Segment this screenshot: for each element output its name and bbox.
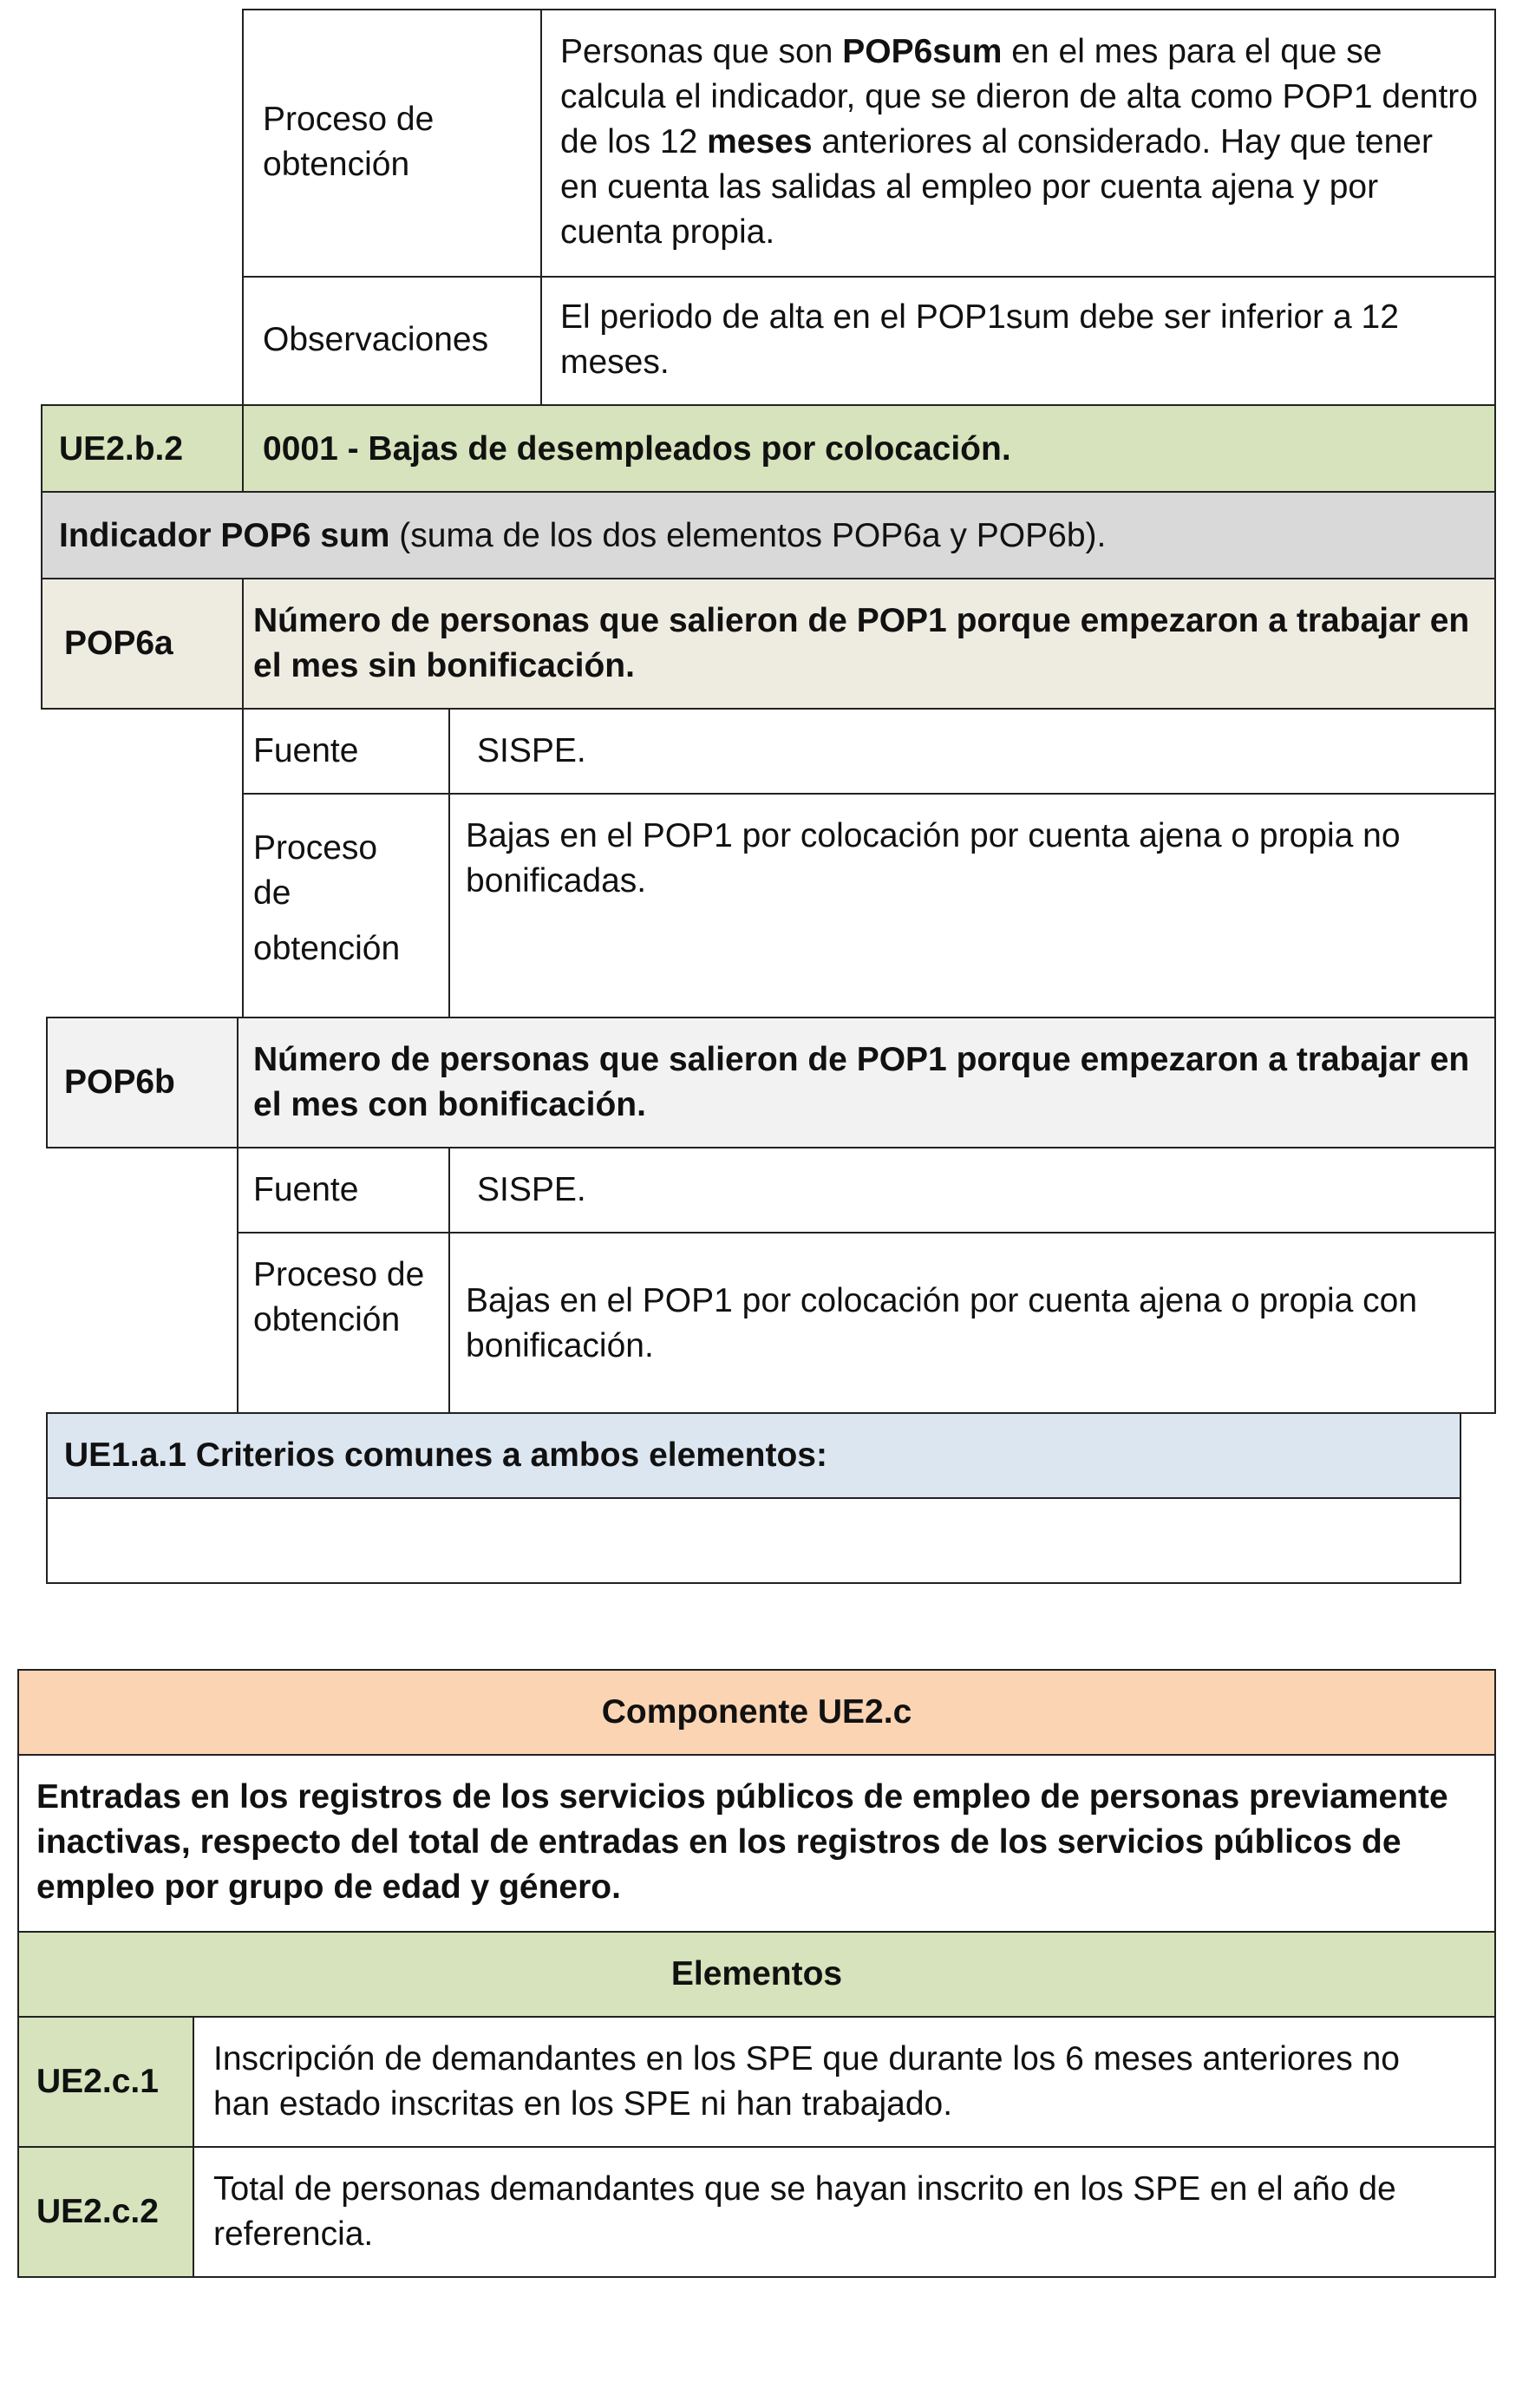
pop6a-fuente-value-cell [448,708,1496,795]
ue2c-row2-text: Total de personas demandantes que se hayan inscrito en los SPE en el año de referencia. [213,2170,1396,2253]
pop6b-title: Número de personas que salieron de POP1 porque empezaron a trabajar en el mes con bonificación. [253,1041,1470,1123]
pop6b-fuente-value: SISPE. [477,1171,586,1208]
pop6a-fuente-label: Fuente [253,732,359,769]
top-obs-value: El periodo de alta en el POP1sum debe ser inferior a 12 meses. [560,298,1399,381]
pop6a-proceso-value: Bajas en el POP1 por colocación por cuenta ajena o propia no bonificadas. [466,817,1401,900]
pop6b-code: POP6b [64,1063,175,1101]
ue1a1-body-cell [46,1497,1461,1584]
top-proceso-value: Personas que son POP6sum en el mes para el que se calcula el indicador, que se dieron de alta como POP1 dentro de los 12 meses anteriores al considerado. Hay que tener en cuenta las salidas al empleo por cuenta ajena y por cuenta propia. [560,33,1478,251]
pop6b-fuente-value-cell [448,1147,1496,1233]
pop6a-proceso-label-2: de [253,874,291,912]
ue2c-row2-code: UE2.c.2 [36,2193,159,2230]
pop6a-code: POP6a [64,625,173,662]
top-proceso-label: Proceso de obtención [263,101,435,183]
pop6a-fuente-value: SISPE. [477,732,586,769]
ue2c-header: Componente UE2.c [601,1693,912,1731]
ue2b2-code: UE2.b.2 [59,430,184,468]
ue2c-row1-code: UE2.c.1 [36,2063,159,2100]
pop6a-proceso-label-3: obtención [253,930,401,967]
pop6b-fuente-label: Fuente [253,1171,359,1208]
ue1a1-title: UE1.a.1 Criterios comunes a ambos elementos: [64,1436,827,1474]
indicator-text: Indicador POP6 sum (suma de los dos elementos POP6a y POP6b). [59,517,1107,554]
pop6b-proceso-value: Bajas en el POP1 por colocación por cuenta ajena o propia con bonificación. [466,1282,1418,1364]
ue2c-elementos-label: Elementos [670,1955,843,1992]
ue2c-row1-text: Inscripción de demandantes en los SPE que durante los 6 meses anteriores no han estado inscritas en los SPE ni han trabajado. [213,2040,1400,2123]
pop6a-proceso-label-1: Proceso [253,829,378,867]
ue2b2-title: 0001 - Bajas de desempleados por colocación. [263,430,1011,468]
pop6a-title: Número de personas que salieron de POP1 porque empezaron a trabajar en el mes sin bonificación. [253,602,1470,684]
pop6b-proceso-label: Proceso de obtención [253,1256,425,1338]
top-obs-label: Observaciones [263,321,489,358]
ue2c-description: Entradas en los registros de los servicios públicos de empleo de personas previamente inactivas, respecto del total de entradas en los registros de los servicios públicos de empleo por grupo de edad y género. [36,1778,1448,1906]
